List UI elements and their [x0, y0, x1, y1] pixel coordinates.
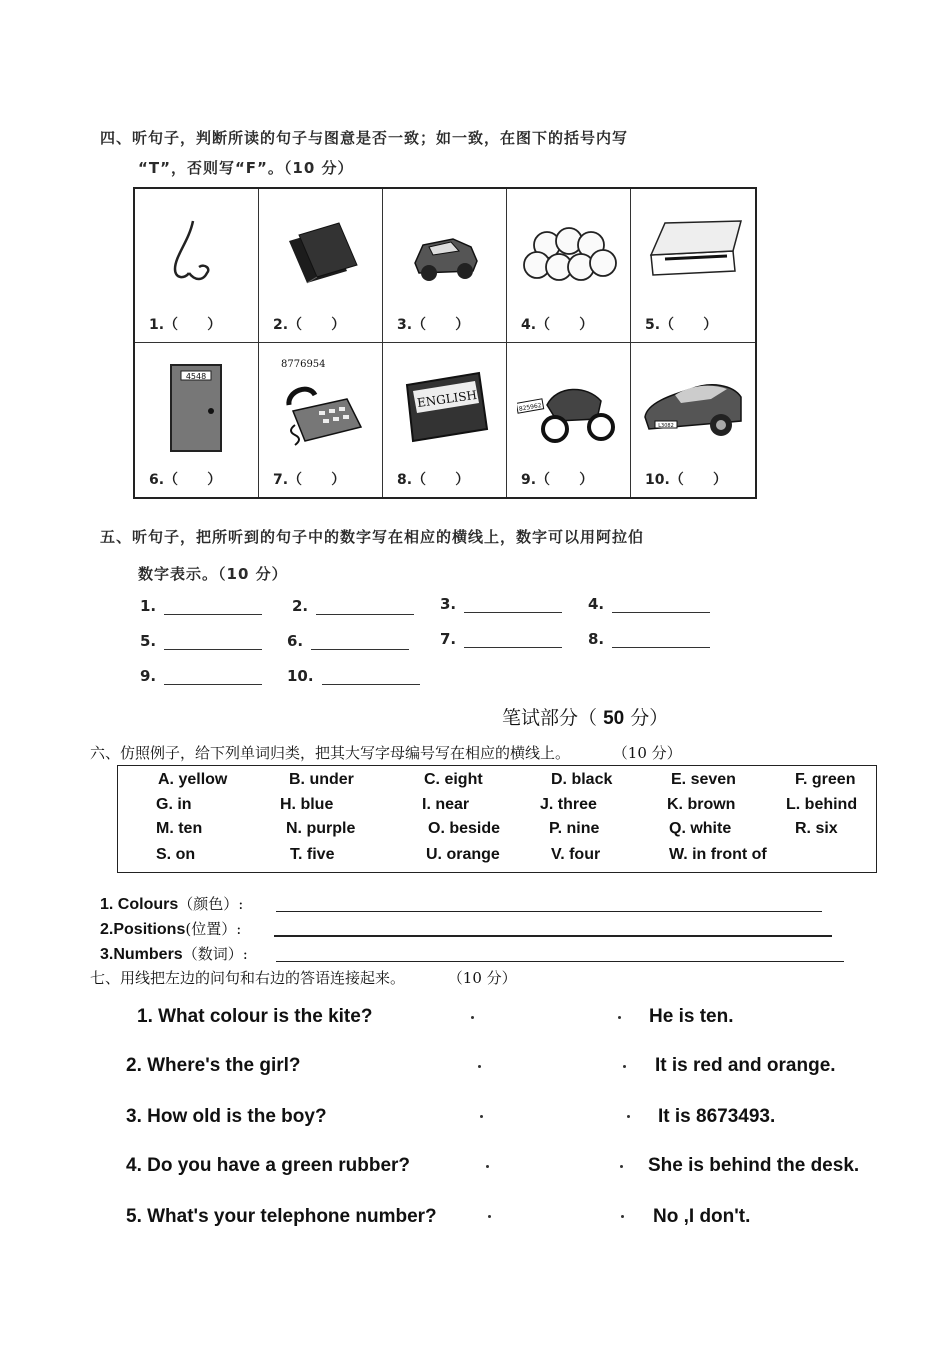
written-prefix: 笔试部分（	[502, 707, 598, 729]
question-item: 5. What's your telephone number?	[126, 1206, 437, 1227]
blank-item	[588, 630, 710, 648]
answer-line[interactable]	[612, 598, 710, 613]
word-item: J. three	[540, 796, 597, 813]
category-name: 1. Colours	[100, 896, 179, 913]
answer-item: He is ten.	[649, 1006, 734, 1027]
picture-cell	[259, 189, 383, 343]
answer-dot[interactable]	[621, 1215, 624, 1218]
blank-item	[287, 667, 420, 685]
question-dot[interactable]	[480, 1115, 483, 1118]
blank-number: 10.	[287, 667, 314, 685]
word-item: I. near	[422, 796, 470, 813]
blank-number: 2.	[292, 597, 309, 615]
blank-item	[588, 595, 710, 613]
section7-title	[90, 967, 517, 988]
category-numbers	[100, 943, 248, 964]
answer-dot[interactable]	[620, 1165, 623, 1168]
written-score: 50	[603, 708, 625, 729]
picture-label: 1.（ ）	[149, 317, 222, 333]
picture-cell	[383, 189, 507, 343]
picture-cell	[135, 343, 259, 497]
picture-cell	[507, 189, 631, 343]
written-part-title	[502, 703, 668, 730]
answer-line[interactable]	[464, 598, 562, 613]
word-item: E. seven	[671, 771, 736, 788]
category-name: 3.Numbers	[100, 946, 183, 963]
answer-line[interactable]	[164, 670, 262, 685]
written-suffix: 分）	[630, 707, 669, 729]
blank-number: 1.	[140, 597, 157, 615]
jeep-icon	[393, 201, 497, 301]
blank-number: 5.	[140, 632, 157, 650]
blank-item	[292, 597, 414, 615]
category-zh: （数词）:	[182, 945, 248, 963]
blank-number: 3.	[440, 595, 457, 613]
blank-number: 6.	[287, 632, 304, 650]
category-zh: (位置）:	[185, 920, 242, 938]
category-zh: （颜色）:	[178, 895, 244, 913]
word-item: T. five	[290, 846, 335, 863]
door-icon	[145, 355, 249, 455]
section4-title: 四、听句子，判断所读的句子与图意是否一致；如一致，在图下的括号内写	[100, 129, 629, 147]
word-item: B. under	[289, 771, 354, 788]
phone-number: 8776954	[281, 359, 326, 370]
book-title: ENGLISH	[416, 387, 478, 411]
nose-icon	[145, 201, 249, 301]
picture-cell	[507, 343, 631, 497]
blank-item	[440, 595, 562, 613]
blank-number: 7.	[440, 630, 457, 648]
section5-title: 五、听句子，把所听到的句子中的数字写在相应的横线上，数字可以用阿拉伯	[100, 528, 645, 546]
word-item: H. blue	[280, 796, 334, 813]
blank-item	[140, 632, 262, 650]
english-book-icon	[393, 355, 497, 455]
numbers-answer-line[interactable]	[276, 961, 844, 962]
picture-label: 9.（ ）	[521, 472, 594, 488]
answer-line[interactable]	[311, 635, 409, 650]
word-item: O. beside	[428, 820, 501, 837]
books-icon	[269, 201, 373, 301]
car-plate: L3082	[658, 423, 674, 429]
word-item: Q. white	[669, 820, 732, 837]
word-box	[117, 765, 877, 873]
question-item: 1. What colour is the kite?	[137, 1006, 373, 1027]
blank-number: 9.	[140, 667, 157, 685]
oranges-icon	[517, 201, 621, 301]
picture-label: 10.（ ）	[645, 472, 728, 488]
picture-label: 3.（ ）	[397, 317, 470, 333]
word-item: R. six	[795, 820, 838, 837]
word-item: F. green	[795, 771, 856, 788]
category-colours	[100, 893, 243, 914]
section7-instruction: 七、用线把左边的问句和右边的答语连接起来。	[90, 969, 406, 987]
motorbike-icon	[517, 355, 621, 455]
plate-number: 825962	[518, 402, 543, 413]
question-dot[interactable]	[471, 1016, 474, 1019]
section4-title-cont: “T”，否则写“F”。（10 分）	[138, 159, 354, 177]
category-positions	[100, 918, 241, 939]
picture-cell	[259, 343, 383, 497]
answer-item: She is behind the desk.	[648, 1155, 860, 1176]
picture-label: 6.（ ）	[149, 472, 222, 488]
answer-line[interactable]	[164, 600, 262, 615]
word-item: D. black	[551, 771, 613, 788]
answer-line[interactable]	[612, 633, 710, 648]
question-item: 2. Where's the girl?	[126, 1055, 301, 1076]
section7-score: （10 分）	[447, 969, 517, 987]
section6-title	[90, 742, 682, 763]
word-item: V. four	[551, 846, 601, 863]
blank-number: 8.	[588, 630, 605, 648]
word-item: M. ten	[156, 820, 203, 837]
question-dot[interactable]	[486, 1165, 489, 1168]
colours-answer-line[interactable]	[276, 911, 822, 912]
picture-label: 2.（ ）	[273, 317, 346, 333]
picture-cell	[631, 189, 755, 343]
word-item: P. nine	[549, 820, 600, 837]
picture-grid	[133, 187, 757, 499]
blank-item	[440, 630, 562, 648]
answer-item: No ,I don't.	[653, 1206, 751, 1227]
word-item: L. behind	[786, 796, 858, 813]
answer-item: It is 8673493.	[658, 1106, 776, 1127]
car-icon	[641, 355, 745, 455]
word-item: A. yellow	[158, 771, 228, 788]
picture-cell	[631, 343, 755, 497]
answer-item: It is red and orange.	[655, 1055, 836, 1076]
answer-line[interactable]	[464, 633, 562, 648]
answer-dot[interactable]	[618, 1016, 621, 1019]
blank-item	[287, 632, 409, 650]
category-name: 2.Positions	[100, 921, 186, 938]
pencil-box-icon	[641, 201, 745, 301]
blank-number: 4.	[588, 595, 605, 613]
section6-score: （10 分）	[612, 744, 682, 762]
question-dot[interactable]	[488, 1215, 491, 1218]
question-item: 4. Do you have a green rubber?	[126, 1155, 411, 1176]
word-item: W. in front of	[669, 846, 767, 863]
word-item: K. brown	[667, 796, 736, 813]
positions-answer-line[interactable]	[274, 935, 832, 937]
section5-title-cont: 数字表示。（10 分）	[138, 565, 288, 583]
blank-item	[140, 597, 262, 615]
picture-cell	[383, 343, 507, 497]
word-item: C. eight	[424, 771, 483, 788]
word-item: G. in	[156, 796, 192, 813]
picture-cell	[135, 189, 259, 343]
answer-dot[interactable]	[623, 1065, 626, 1068]
picture-label: 7.（ ）	[273, 472, 346, 488]
section6-instruction: 六、仿照例子，给下列单词归类，把其大写字母编号写在相应的横线上。	[90, 744, 571, 762]
picture-label: 5.（ ）	[645, 317, 718, 333]
answer-dot[interactable]	[627, 1115, 630, 1118]
question-dot[interactable]	[478, 1065, 481, 1068]
question-item: 3. How old is the boy?	[126, 1106, 327, 1127]
answer-line[interactable]	[164, 635, 262, 650]
telephone-icon	[269, 355, 373, 455]
word-item: S. on	[156, 846, 196, 863]
picture-label: 8.（ ）	[397, 472, 470, 488]
picture-label: 4.（ ）	[521, 317, 594, 333]
door-number: 4548	[185, 372, 207, 381]
word-item: N. purple	[286, 820, 356, 837]
word-item: U. orange	[426, 846, 500, 863]
answer-line[interactable]	[316, 600, 414, 615]
answer-line[interactable]	[322, 670, 420, 685]
blank-item	[140, 667, 262, 685]
